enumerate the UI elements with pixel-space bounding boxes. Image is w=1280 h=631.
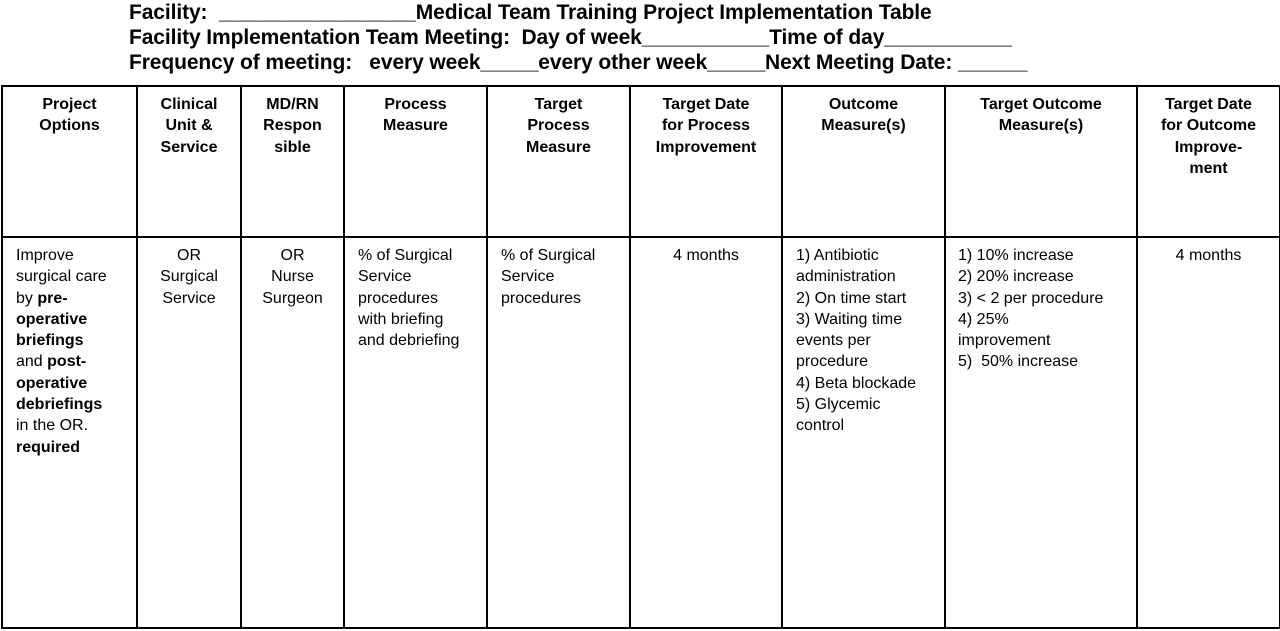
cell-target-date-outcome: 4 months <box>1137 237 1280 628</box>
header-target-date-outcome: Target Date for Outcome Improve- ment <box>1137 86 1280 237</box>
cell-clinical-unit: OR Surgical Service <box>137 237 241 628</box>
cell-project-options: Improve surgical care by pre- operative briefings and post- operative debriefings in the OR. required <box>2 237 137 628</box>
header-responsible: MD/RN Respon sible <box>241 86 344 237</box>
cell-outcome-measures: 1) Antibiotic administration 2) On time start 3) Waiting time events per procedure 4) Beta blockade 5) Glycemic control <box>782 237 945 628</box>
cell-target-outcome-measures: 1) 10% increase 2) 20% increase 3) < 2 per procedure 4) 25% improvement 5) 50% increase <box>945 237 1137 628</box>
cell-target-date-process: 4 months <box>630 237 782 628</box>
header-target-date-process: Target Date for Process Improvement <box>630 86 782 237</box>
meeting-schedule-line: Facility Implementation Team Meeting: Day of week___________Time of day___________ <box>129 26 1012 49</box>
cell-responsible: OR Nurse Surgeon <box>241 237 344 628</box>
table-row <box>2 237 1280 628</box>
header-project-options: Project Options <box>2 86 137 237</box>
header-process-measure: Process Measure <box>344 86 487 237</box>
header-outcome-measures: Outcome Measure(s) <box>782 86 945 237</box>
meeting-frequency-line: Frequency of meeting: every week_____every other week_____Next Meeting Date: ______ <box>129 51 1028 74</box>
document-header <box>129 0 1269 75</box>
header-clinical-unit: Clinical Unit & Service <box>137 86 241 237</box>
cell-target-process-measure: % of Surgical Service procedures <box>487 237 630 628</box>
cell-process-measure: % of Surgical Service procedures with briefing and debriefing <box>344 237 487 628</box>
table-header-row <box>2 86 1280 237</box>
header-target-outcome-measures: Target Outcome Measure(s) <box>945 86 1137 237</box>
title-line: Facility: _________________Medical Team Training Project Implementation Table <box>129 1 932 24</box>
header-target-process-measure: Target Process Measure <box>487 86 630 237</box>
implementation-table <box>1 85 1280 629</box>
